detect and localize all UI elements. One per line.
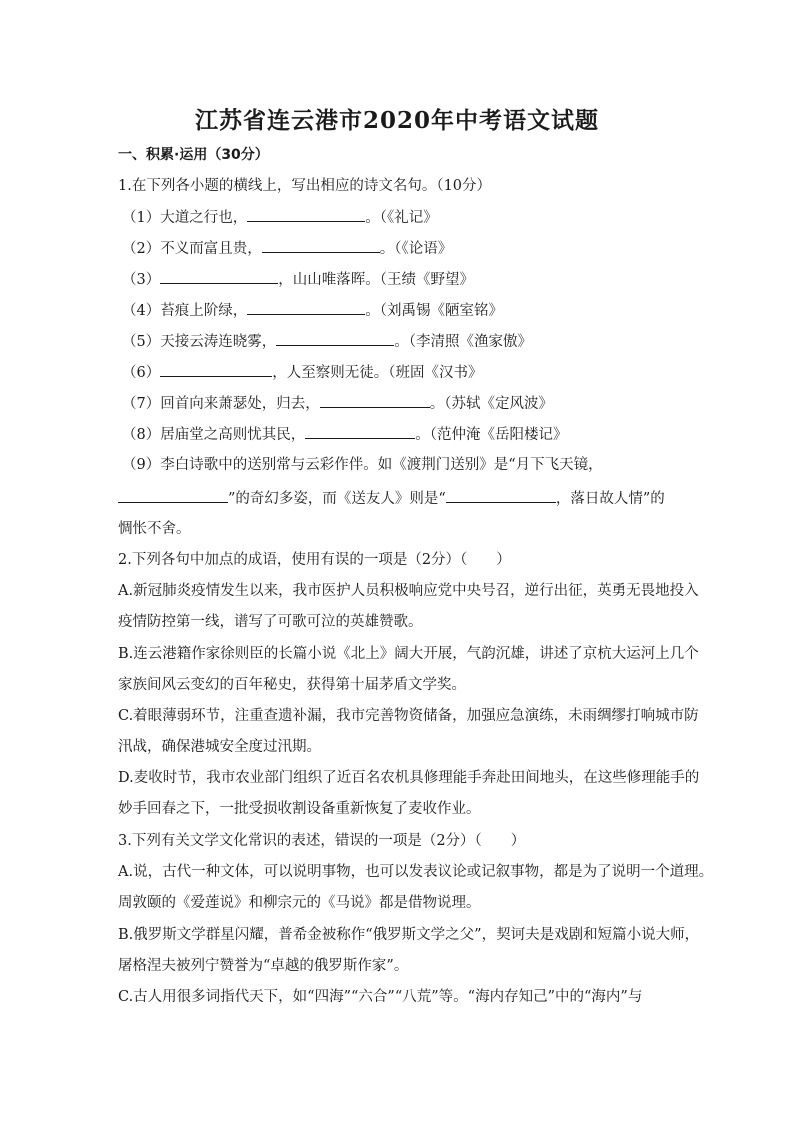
answer-blank[interactable] [160, 269, 278, 284]
q1-item-1 [122, 207, 682, 228]
item-text-after: 。（李清照《渔家傲》 [394, 334, 532, 350]
item-number: （7） [122, 396, 161, 412]
q2-option-c-line-1: C.着眼薄弱环节，注重查遗补漏，我市完善物资储备，加强应急演练，未雨绸缪打响城市防 [118, 708, 699, 724]
item-text-after: 。（范仲淹《岳阳楼记》 [415, 427, 568, 443]
item-text-before: 大道之行也， [160, 210, 248, 226]
answer-blank[interactable] [262, 238, 380, 253]
q1-item-9-line-3: 惆怅不舍。 [118, 521, 191, 537]
question-3-stem: 3.下列有关文学文化常识的表述，错误的一项是（2分）（ ） [118, 833, 526, 849]
q2-option-a-line-1: A.新冠肺炎疫情发生以来，我市医护人员积极响应党中央号召，逆行出征，英勇无畏地投入 [118, 583, 699, 599]
q1-item-8 [122, 424, 682, 445]
q1-item-7 [122, 393, 682, 414]
item-number: （1） [122, 210, 161, 226]
q1-item-5 [122, 331, 682, 352]
item-number: （5） [122, 334, 161, 350]
q1-item-9-line-2 [118, 488, 678, 509]
q2-option-d-line-2: 妙手回春之下，一批受损收割设备重新恢复了麦收作业。 [118, 801, 481, 817]
answer-blank[interactable] [247, 300, 365, 315]
q3-option-b-line-2: 屠格涅夫被列宁赞誉为“卓越的俄罗斯作家”。 [118, 958, 409, 974]
item-text-before: 居庙堂之高则忧其民， [160, 427, 306, 443]
item-text-before: 天接云涛连晓雾， [160, 334, 277, 350]
q3-option-c-line-1: C.古人用很多词指代天下，如“四海”“六合”“八荒”等。“海内存知己”中的“海内”与 [118, 989, 643, 1005]
item-text-after: ，山山唯落晖。（王绩《野望》 [278, 272, 474, 288]
item-text-end: ，落日故人情”的 [555, 491, 665, 507]
item-text-before: 回首向来萧瑟处，归去， [160, 396, 320, 412]
answer-blank[interactable] [446, 488, 556, 503]
item-text-after: 。（苏轼《定风波》 [429, 396, 553, 412]
answer-blank[interactable] [247, 207, 365, 222]
item-text-before: 不义而富且贵， [160, 241, 262, 257]
q1-item-9-line-1: （9）李白诗歌中的送别常与云彩作伴。如《渡荆门送别》是“月下飞天镜， [122, 457, 603, 473]
answer-blank[interactable] [276, 331, 394, 346]
q2-option-c-line-2: 汛战，确保港城安全度过汛期。 [118, 739, 321, 755]
item-text-after: 。（《论语》 [379, 241, 453, 257]
item-text-after: 。（《礼记》 [365, 210, 438, 226]
q1-item-2 [122, 238, 682, 259]
item-number: （6） [122, 365, 161, 381]
question-2-stem: 2.下列各句中加点的成语，使用有误的一项是（2分）（ ） [118, 552, 511, 568]
item-text-after: 。（刘禹锡《陋室铭》 [365, 303, 503, 319]
q3-option-a-line-1: A.说，古代一种文体，可以说明事物，也可以发表议论或记叙事物，都是为了说明一个道理。 [118, 864, 714, 880]
answer-blank[interactable] [320, 393, 430, 408]
answer-blank[interactable] [305, 424, 415, 439]
q2-option-b-line-2: 家族间风云变幻的百年秘史，获得第十届茅盾文学奖。 [118, 677, 466, 693]
q1-item-6 [122, 362, 682, 383]
item-text-after: ，人至察则无徒。（班固《汉书》 [272, 365, 483, 381]
answer-blank[interactable] [160, 362, 272, 377]
q1-item-4 [122, 300, 682, 321]
q3-option-b-line-1: B.俄罗斯文学群星闪耀，普希金被称作“俄罗斯文学之父”，契诃夫是戏剧和短篇小说大师， [118, 927, 700, 943]
question-1-stem: 1.在下列各小题的横线上，写出相应的诗文名句。（10分） [118, 178, 492, 194]
answer-blank[interactable] [118, 488, 228, 503]
q2-option-a-line-2: 疫情防控第一线，谱写了可歌可泣的英雄赞歌。 [118, 614, 423, 630]
q2-option-d-line-1: D.麦收时节，我市农业部门组织了近百名农机具修理能手奔赴田间地头，在这些修理能手的 [118, 770, 700, 786]
item-text-before: 苔痕上阶绿， [160, 303, 248, 319]
q1-item-3 [122, 269, 682, 290]
item-number: （3） [122, 272, 161, 288]
q2-option-b-line-1: B.连云港籍作家徐则臣的长篇小说《北上》阔大开展，气韵沉雄，讲述了京杭大运河上几个 [118, 646, 699, 662]
item-number: （2） [122, 241, 161, 257]
item-number: （8） [122, 427, 161, 443]
q3-option-a-line-2: 周敦颐的《爱莲说》和柳宗元的《马说》都是借物说理。 [118, 895, 481, 911]
section-heading: 一、积累·运用（30分） [118, 147, 269, 163]
item-text-mid: ”的奇幻多姿，而《送友人》则是“ [228, 491, 446, 507]
page-title: 江苏省连云港市2020年中考语文试题 [194, 107, 599, 134]
item-number: （4） [122, 303, 161, 319]
